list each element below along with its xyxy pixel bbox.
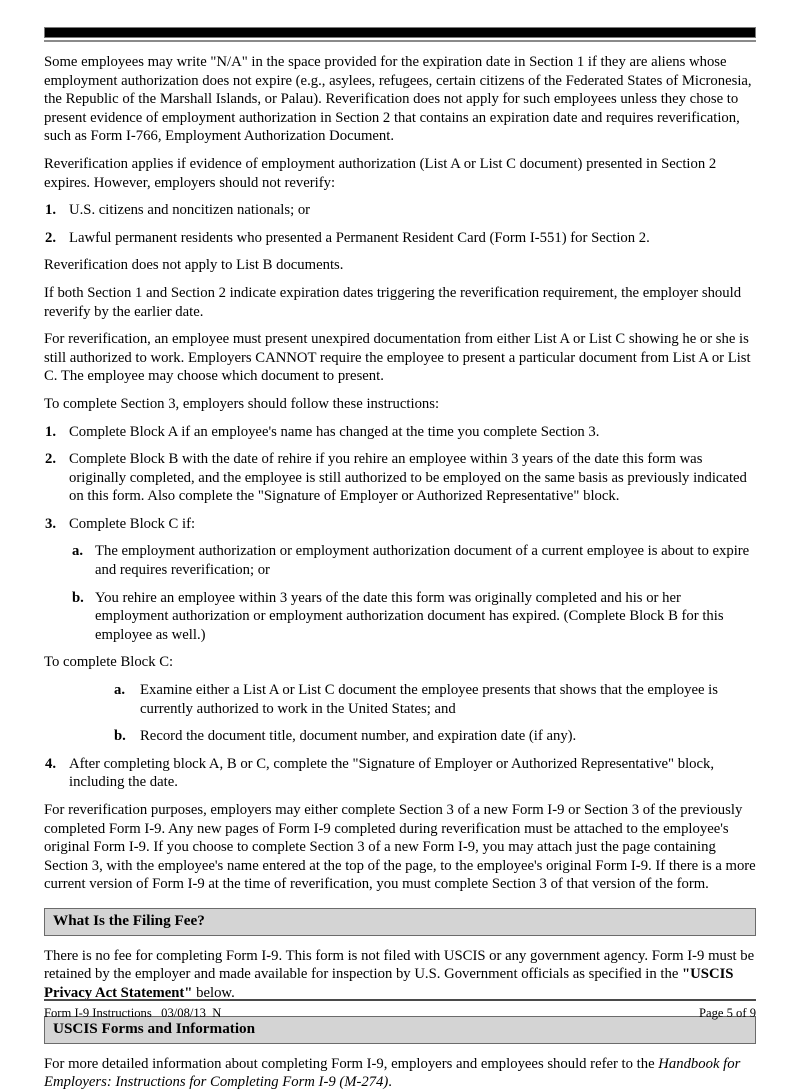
list-item-text: Examine either a List A or List C document the employee presents that shows that the employee is currently authorized to work in the United States; and [140, 682, 718, 717]
list-item-text: Complete Block C if: [69, 515, 196, 532]
paragraph-both-sections: If both Section 1 and Section 2 indicate expiration dates triggering the reverification requirement, the employer should reverify by the earlier date. [44, 284, 742, 320]
paragraph-reverification-purposes: For reverification purposes, employers may either complete Section 3 of a new Form I-9 or Section 3 of the previously completed Form I-9. Any new pages of Form I-9 completed during reverification must be attached to the employee's original Form I-9. If you choose to complete Section 3 of a new Form I-9, you may attach just the page containing Section 3, with the employee's name entered at the top of the page, to the employee's original Form I-9. If there is a more current version of Form I-9 at the time of reverification, you must complete Section 3 of that version of the form. [44, 802, 756, 893]
list-marker: a. [114, 682, 126, 699]
list-marker: 2. [45, 229, 57, 246]
list-item-text: Lawful permanent residents who presented a Permanent Resident Card (Form I-551) for Section 2. [69, 229, 650, 246]
list-marker: 2. [45, 451, 57, 468]
uscis-forms-text-part1: For more detailed information about completing Form I-9, employers and employees should refer to the [44, 1055, 659, 1072]
no-reverify-list [44, 201, 756, 247]
list-item [44, 755, 756, 792]
list-item [72, 542, 756, 579]
list-item-text: Record the document title, document number, and expiration date (if any). [140, 728, 577, 745]
list-item [72, 589, 756, 645]
filing-fee-privacy-act-reference: "USCIS Privacy Act Statement" [44, 966, 734, 1001]
filing-fee-text-part1: There is no fee for completing Form I-9. This form is not filed with USCIS or any government agency. Form I-9 must be retained by the employer and made available for inspection by U.S. Government officials as specified in the [44, 947, 755, 983]
paragraph-to-complete-block-c: To complete Block C: [44, 654, 174, 671]
paragraph-uscis-forms [44, 1055, 756, 1092]
list-item-text: After completing block A, B or C, complete the "Signature of Employer or Authorized Representative" block, including the date. [69, 755, 715, 791]
list-item-text: You rehire an employee within 3 years of the date this form was originally completed and his or her employment authorization or employment authorization document has expired. (Complete Block B for this employee as well.) [95, 589, 724, 643]
paragraph-unexpired-documentation: For reverification, an employee must present unexpired documentation from either List A or List C showing he or she is still authorized to work. Employers CANNOT require the employee to present a particular document from List A or List C. The employee may choose which document to present. [44, 331, 751, 385]
list-item [44, 229, 756, 248]
page-footer [44, 999, 756, 1021]
page-top-decoration [44, 0, 756, 42]
list-item [44, 450, 756, 506]
list-item-text: Complete Block A if an employee's name has changed at the time you complete Section 3. [69, 423, 600, 440]
list-item [44, 201, 756, 220]
section-3-instructions-list [44, 423, 756, 894]
list-marker: 4. [45, 755, 57, 772]
list-item [44, 423, 756, 442]
footer-divider [44, 999, 756, 1001]
list-marker: 1. [45, 202, 57, 219]
handbook-for-employers-title: Handbook for Employers: Instructions for Completing Form I-9 (M-274) [44, 1055, 741, 1091]
list-marker: 3. [45, 515, 57, 532]
list-marker: b. [114, 728, 126, 745]
list-item [44, 515, 756, 534]
top-black-bar [44, 27, 756, 38]
list-item-text: U.S. citizens and noncitizen nationals; or [69, 202, 311, 219]
section-heading-uscis-forms: USCIS Forms and Information [44, 1016, 756, 1044]
block-c-conditions-list [44, 542, 756, 644]
list-marker: b. [72, 589, 84, 606]
list-item [114, 681, 756, 718]
footer-page-number: Page 5 of 9 [698, 1005, 756, 1020]
paragraph-na-expiration: Some employees may write "N/A" in the space provided for the expiration date in Section 1 if they are aliens whose employment authorization does not expire (e.g., asylees, refugees, certain citizens of the Federated States of Micronesia, the Republic of the Marshall Islands, or Palau). Reverification does not apply for such employees unless they chose to present evidence of employment authorization in Section 2 that contains an expiration date and requires reverification, such as Form I-766, Employment Authorization Document. [44, 54, 752, 145]
list-marker: a. [72, 543, 84, 560]
filing-fee-text-part2: below. [192, 984, 235, 1001]
list-item [114, 727, 756, 746]
paragraph-filing-fee [44, 947, 756, 1003]
paragraph-complete-section-3: To complete Section 3, employers should follow these instructions: [44, 395, 440, 412]
footer-content [44, 1006, 756, 1021]
list-marker: 1. [45, 423, 57, 440]
footer-form-identifier: Form I-9 Instructions 03/08/13 N [44, 1005, 222, 1020]
paragraph-list-b: Reverification does not apply to List B documents. [44, 257, 344, 274]
list-item-text: Complete Block B with the date of rehire if you rehire an employee within 3 years of the date this form was originally completed, and the employee is still authorized to be employed on the same basis as previously indicated on this form. Also complete the "Signature of Employer or Authorized Representative" block. [69, 451, 747, 505]
paragraph-reverification-applies: Reverification applies if evidence of employment authorization (List A or List C document) presented in Section 2 expires. However, employers should not reverify: [44, 155, 717, 191]
list-item-text: The employment authorization or employment authorization document of a current employee is about to expire and requires reverification; or [95, 543, 750, 579]
uscis-forms-text-part2: . [388, 1074, 392, 1091]
document-body [44, 42, 756, 1092]
block-c-steps-list [44, 681, 756, 746]
section-heading-filing-fee: What Is the Filing Fee? [44, 908, 756, 936]
